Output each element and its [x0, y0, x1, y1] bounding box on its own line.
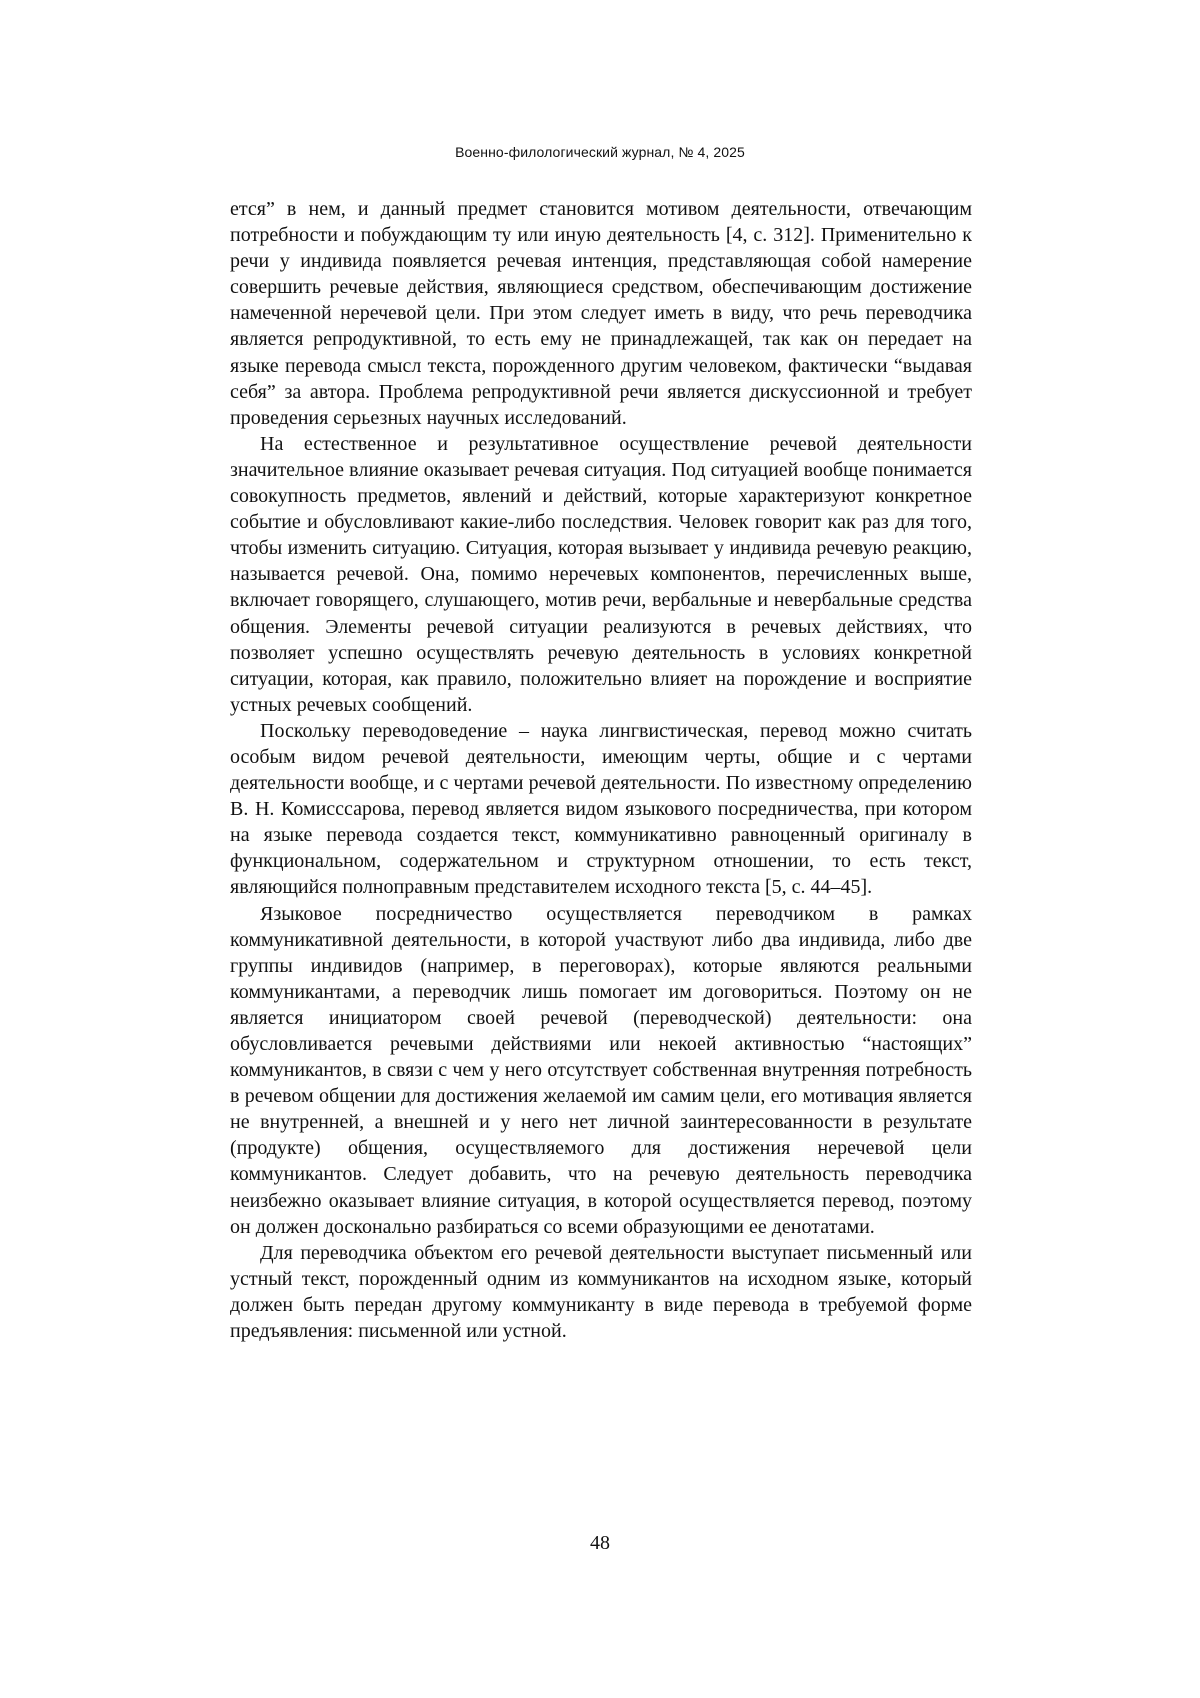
body-text	[230, 196, 972, 1344]
paragraph-translation-definition: Поскольку переводоведение – наука лингвистическая, перевод можно считать особым видом речевой деятельности, имеющим черты, общие и с чертами деятельности вообще, и с чертами речевой деятельности. По известному определению В. Н. Комисссарова, перевод является видом языкового посредничества, при котором на языке перевода создается текст, коммуникативно равноценный оригиналу в функциональном, содержательном и структурном отношении, то есть текст, являющийся полноправным представителем исходного текста [5, с. 44–45].	[230, 719, 972, 899]
paragraph-language-mediation: Языковое посредничество осуществляется переводчиком в рамках коммуникативной деятельности, в которой участвуют либо два индивида, либо две группы индивидов (например, в переговорах), которые являются реальными коммуникантами, а переводчик лишь помогает им договориться. Поэтому он не является инициатором своей речевой (переводческой) деятельности: она обусловливается речевыми действиями или некоей активностью “настоящих” коммуникантов, в связи с чем у него отсутствует собственная внутренняя потребность в речевом общении для достижения желаемой им самим цели, его мотивация является не внутренней, а внешней и у него нет личной заинтересованности в результате (продукте) общения, осуществляемого для достижения неречевой цели коммуникантов. Следует добавить, что на речевую деятельность переводчика неизбежно оказывает влияние ситуация, в которой осуществляется перевод, поэтому он должен досконально разбираться со всеми образующими ее денотатами.	[230, 902, 972, 1238]
page-number: 48	[590, 1532, 610, 1554]
paragraph-translator-object: Для переводчика объектом его речевой деятельности выступает письменный или устный текст, порожденный одним из коммуникантов на исходном языке, который должен быть передан другому коммуниканту в виде перевода в требуемой форме предъявления: письменной или устной.	[230, 1241, 972, 1343]
running-header: Военно-филологический журнал, № 4, 2025	[455, 144, 745, 160]
paragraph-continuation: ется” в нем, и данный предмет становится мотивом деятельности, отвечающим потребности и побуждающим ту или иную деятельность [4, с. 312]. Применительно к речи у индивида появляется речевая интенция, представляющая собой намерение совершить речевые действия, являющиеся средством, обеспечивающим достижение намеченной неречевой цели. При этом следует иметь в виду, что речь переводчика является репродуктивной, то есть ему не принадлежащей, так как он передает на языке перевода смысл текста, порожденного другим человеком, фактически “выдавая себя” за автора. Проблема репродуктивной речи является дискуссионной и требует проведения серьезных научных исследований.	[230, 198, 972, 429]
paragraph-speech-situation: На естественное и результативное осуществление речевой деятельности значительное влияние оказывает речевая ситуация. Под ситуацией вообще понимается совокупность предметов, явлений и действий, которые характеризуют конкретное событие и обусловливают какие-либо последствия. Человек говорит как раз для того, чтобы изменить ситуацию. Ситуация, которая вызывает у индивида речевую реакцию, называется речевой. Она, помимо неречевых компонентов, перечисленных выше, включает говорящего, слушающего, мотив речи, вербальные и невербальные средства общения. Элементы речевой ситуации реализуются в речевых действиях, что позволяет успешно осуществлять речевую деятельность в условиях конкретной ситуации, которая, как правило, положительно влияет на порождение и восприятие устных речевых сообщений.	[230, 432, 972, 716]
